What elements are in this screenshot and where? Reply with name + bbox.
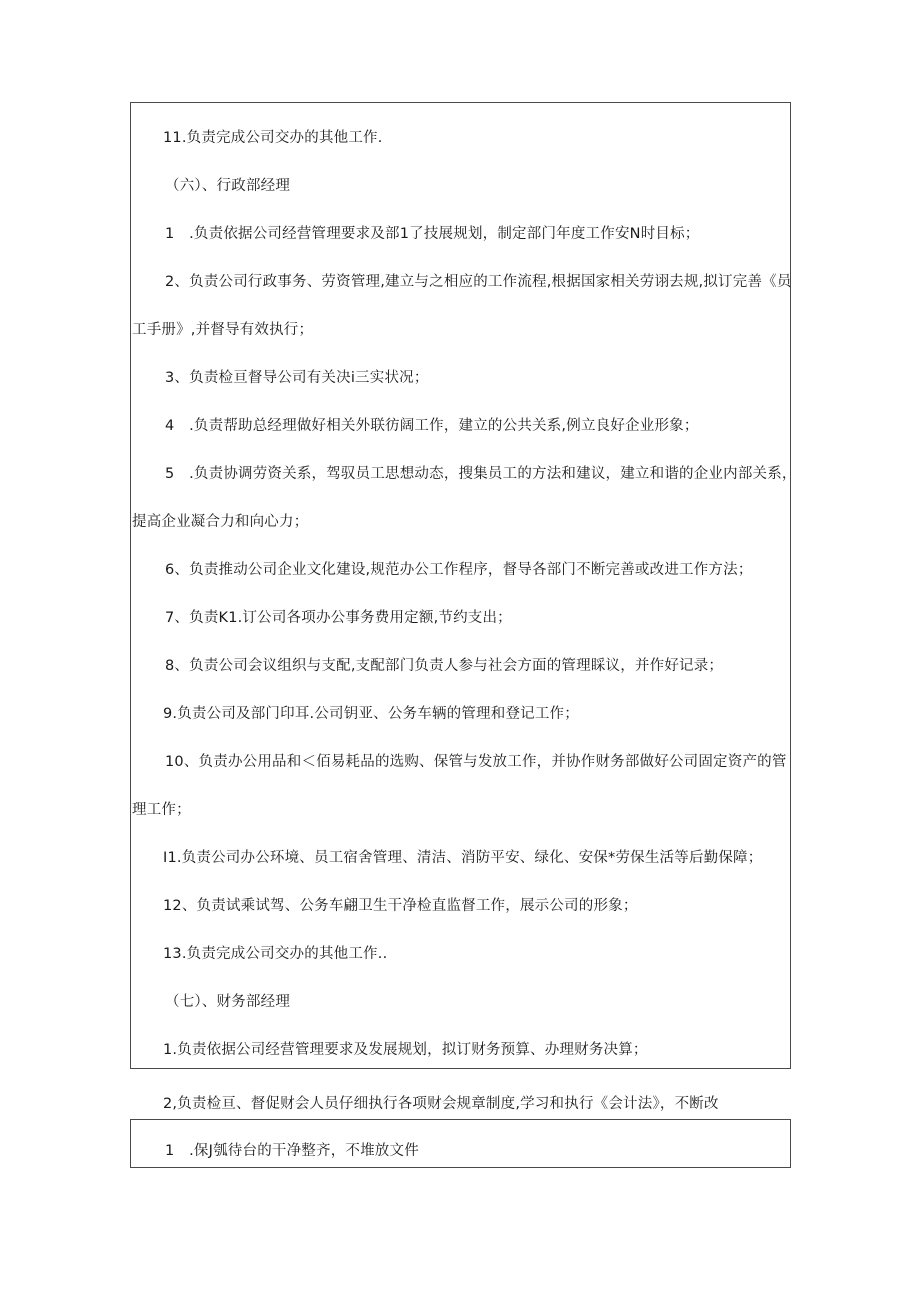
text-line: 提高企业凝合力和向心力； <box>132 514 309 530</box>
text-line: 1 .负责依据公司经营管理要求及部1了技展规划，制定部门年度工作安N时目标； <box>165 226 700 242</box>
text-line: 1.负责依据公司经营管理要求及发展规划，拟订财务预算、办理财务决算； <box>163 1042 648 1058</box>
text-line: 5 .负责协调劳资关系，驾驭员工思想动态，搜集员工的方法和建议，建立和谐的企业内部关系， <box>165 466 797 482</box>
text-line: 9.负责公司及部门印耳.公司钥亚、公务车辆的管理和登记工作； <box>163 706 579 722</box>
text-line: 7、负责K1.订公司各项办公事务费用定额,节约支出； <box>165 610 512 626</box>
text-line: 6、负责推动公司企业文化建设,规范办公工作程序，督导各部门不断完善或改进工作方法； <box>165 562 753 578</box>
text-line: 10、负责办公用品和＜佰易耗品的选购、保管与发放工作，并协作财务部做好公司固定资产的管 <box>165 754 787 770</box>
section-heading: （六）、行政部经理 <box>165 178 291 194</box>
content-box <box>130 102 791 1069</box>
text-line: 工手册》,并督导有效执行； <box>132 322 314 338</box>
section-heading: （七）、财务部经理 <box>165 994 291 1010</box>
text-line: 2、负责公司行政事务、劳资管理,建立与之相应的工作流程,根据国家相关劳诩去规,拟订完善《员 <box>165 274 792 290</box>
text-line: 4 .负责帮助总经理做好相关外联彷阔工作，建立的公共关系,例立良好企业形象； <box>165 418 699 434</box>
footer-text-line: 1 .保J瓠待台的干净整齐，不堆放文件 <box>165 1143 419 1159</box>
text-line: 11.负责完成公司交办的其他工作. <box>163 130 383 146</box>
text-line: 理工作； <box>132 802 191 818</box>
text-line-outside-box: 2,负责检亘、督促财会人员仔细执行各项财会规章制度,学习和执行《会计法》，不断改 <box>163 1096 719 1112</box>
text-line: 13.负责完成公司交办的其他工作.. <box>163 946 388 962</box>
text-line: I1.负责公司办公环境、员工宿舍管理、清洁、消防平安、绿化、安保*劳保生活等后勤保障； <box>163 850 763 866</box>
text-line: 12、负责试乘试驾、公务车翩卫生干净检直监督工作，展示公司的形象； <box>163 898 638 914</box>
text-line: 3、负责检亘督导公司有关决i三实状况； <box>165 370 429 386</box>
text-line: 8、负责公司会议组织与支配,支配部门负责人参与社会方面的管理睬议，并作好记录； <box>165 658 724 674</box>
